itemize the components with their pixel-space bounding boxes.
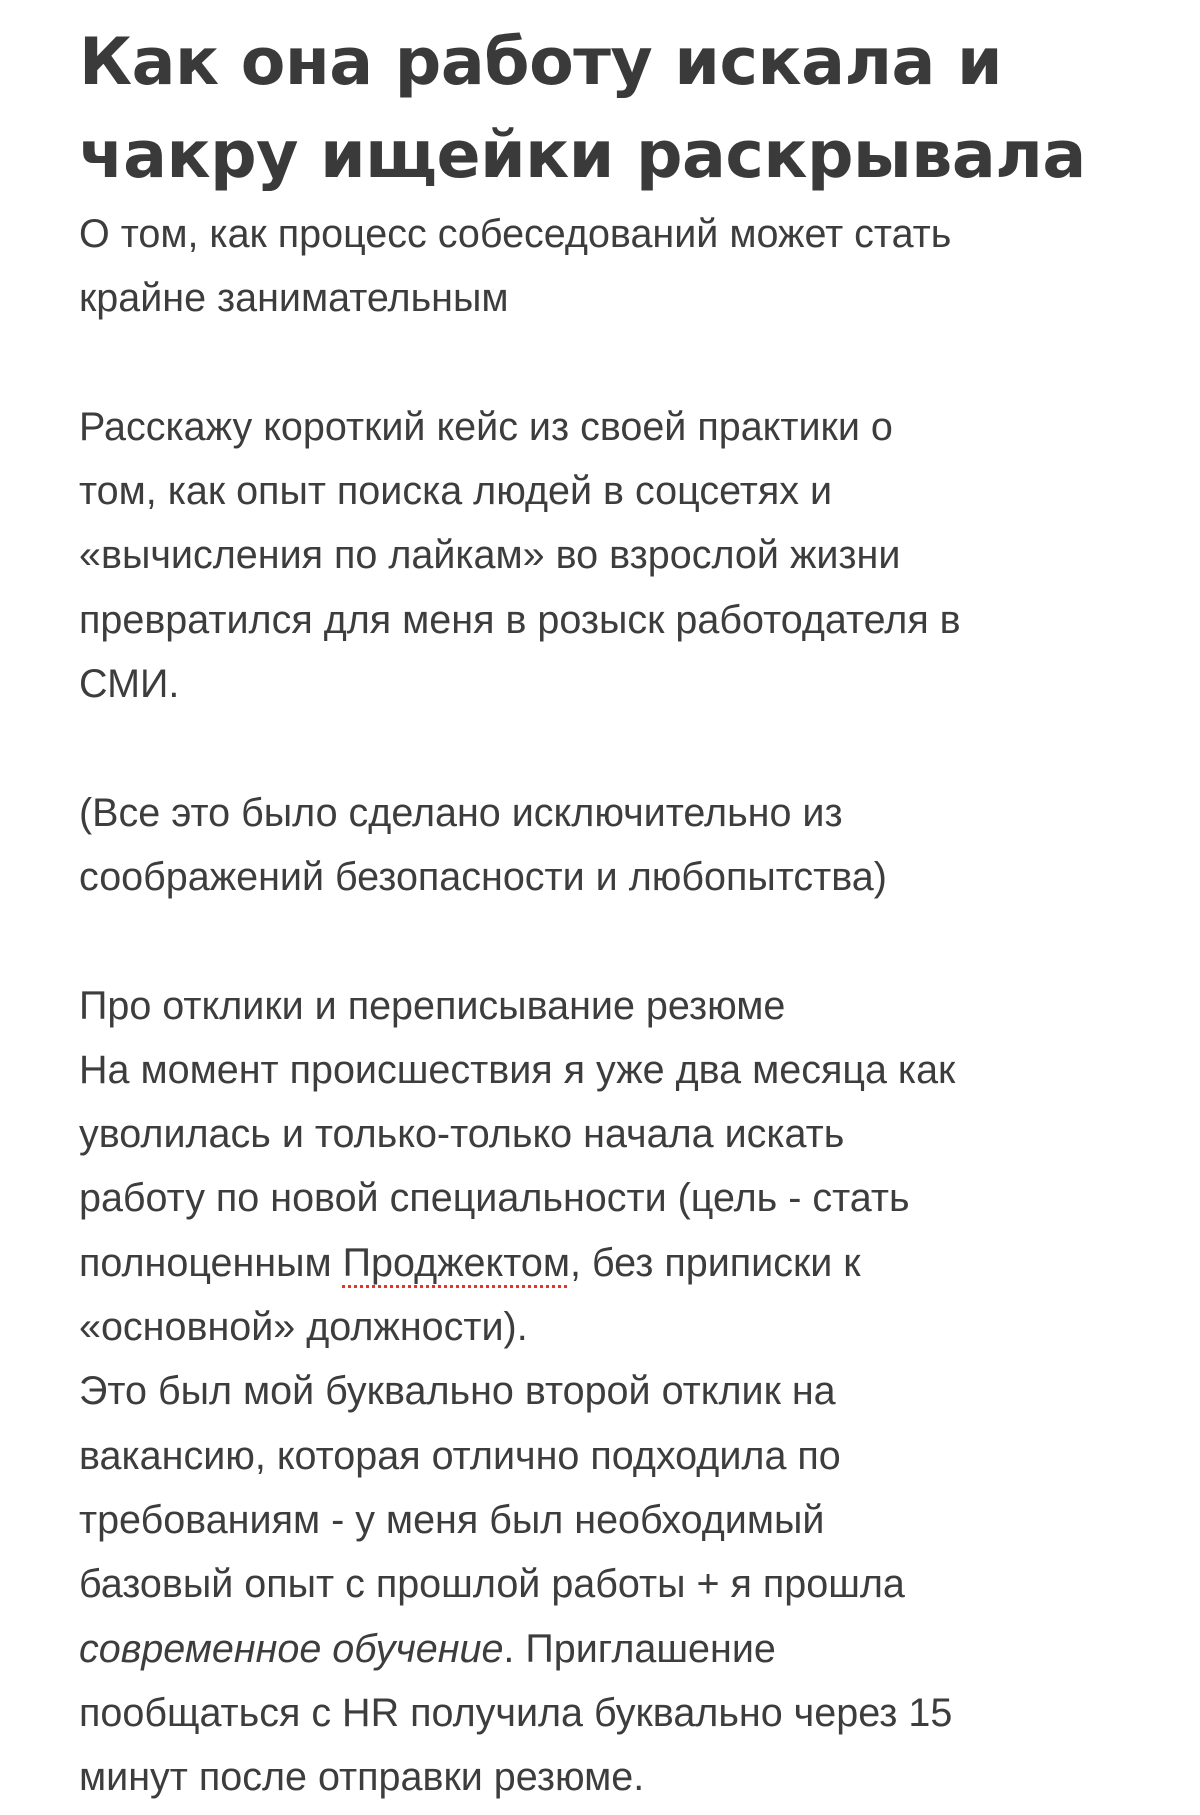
text-line: «основной» должности). <box>79 1305 528 1350</box>
note-body[interactable] <box>79 202 1139 1809</box>
blank-line <box>79 331 1139 395</box>
note-title-line: чакру ищейки раскрывала <box>79 118 1086 193</box>
text-line: На момент происшествия я уже два месяца как <box>79 1047 956 1092</box>
text-fragment: полноценным <box>79 1240 343 1285</box>
text-line: «вычисления по лайкам» во взрослой жизни <box>79 533 901 578</box>
text-line: требованиям - у меня был необходимый <box>79 1497 825 1542</box>
text-line: соображений безопасности и любопытства) <box>79 854 887 899</box>
paragraph-disclaimer <box>79 781 1139 910</box>
text-line: крайне занимательным <box>79 276 509 321</box>
text-fragment: , без приписки к <box>570 1240 861 1285</box>
note-title[interactable] <box>79 16 1139 202</box>
italic-text: современное обучение <box>79 1626 504 1671</box>
text-line: превратился для меня в розыск работодателя в <box>79 597 961 642</box>
text-line <box>79 1617 1139 1681</box>
text-line: О том, как процесс собеседований может стать <box>79 212 952 256</box>
text-line: Это был мой буквально второй отклик на <box>79 1369 836 1414</box>
text-line: минут после отправки резюме. <box>79 1755 645 1800</box>
blank-line <box>79 909 1139 973</box>
text-line: (Все это было сделано исключительно из <box>79 790 843 835</box>
paragraph-story <box>79 974 1139 1810</box>
text-line: Расскажу короткий кейс из своей практики о <box>79 404 893 449</box>
text-line: базовый опыт с прошлой работы + я прошла <box>79 1562 905 1607</box>
text-fragment: . Приглашение <box>503 1626 776 1671</box>
note-title-line: Как она работу искала и <box>79 25 1003 100</box>
note-subtitle <box>79 202 1139 331</box>
text-line: вакансию, которая отлично подходила по <box>79 1433 841 1478</box>
blank-line <box>79 716 1139 780</box>
paragraph-intro <box>79 395 1139 716</box>
section-heading: Про отклики и переписывание резюме <box>79 983 786 1028</box>
text-line: пообщаться с HR получила буквально через 15 <box>79 1690 953 1735</box>
text-line: работу по новой специальности (цель - стать <box>79 1176 910 1221</box>
text-line <box>79 1231 1139 1295</box>
text-line: уволилась и только-только начала искать <box>79 1112 845 1157</box>
note-content <box>79 16 1139 1809</box>
misspelled-word[interactable]: Проджектом <box>342 1240 571 1285</box>
text-line: СМИ. <box>79 662 180 707</box>
text-line: том, как опыт поиска людей в соцсетях и <box>79 469 833 514</box>
